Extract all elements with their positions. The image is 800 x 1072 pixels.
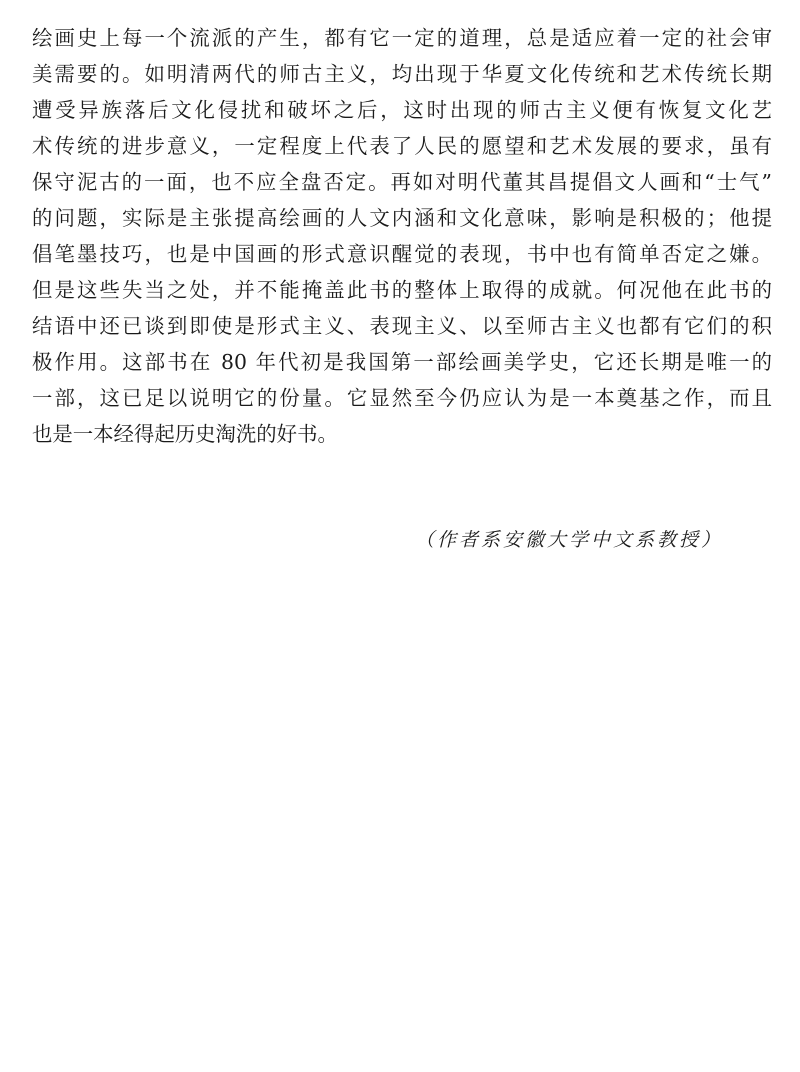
paragraph-line: 保守泥古的一面，也不应全盘否定。再如对明代董其昌提倡文人画和“士气” xyxy=(32,170,772,194)
paragraph-line: 倡笔墨技巧，也是中国画的形式意识醒觉的表现，书中也有简单否定之嫌。 xyxy=(32,242,772,266)
author-attribution: （作者系安徽大学中文系教授） xyxy=(415,529,724,551)
paragraph-line: 极作用。这部书在 80 年代初是我国第一部绘画美学史，它还长期是唯一的 xyxy=(32,350,772,374)
paragraph-line: 但是这些失当之处，并不能掩盖此书的整体上取得的成就。何况他在此书的 xyxy=(32,278,772,302)
paragraph-line: 也是一本经得起历史淘洗的好书。 xyxy=(32,422,338,446)
paragraph-line: 的问题，实际是主张提高绘画的人文内涵和文化意味，影响是积极的；他提 xyxy=(32,206,772,230)
body-paragraph xyxy=(32,20,772,452)
paragraph-line: 美需要的。如明清两代的师古主义，均出现于华夏文化传统和艺术传统长期 xyxy=(32,62,772,86)
paragraph-line: 遭受异族落后文化侵扰和破坏之后，这时出现的师古主义便有恢复文化艺 xyxy=(32,98,772,122)
paragraph-line: 结语中还已谈到即使是形式主义、表现主义、以至师古主义也都有它们的积 xyxy=(32,314,772,338)
paragraph-line: 术传统的进步意义，一定程度上代表了人民的愿望和艺术发展的要求，虽有 xyxy=(32,134,772,158)
paragraph-line: 一部，这已足以说明它的份量。它显然至今仍应认为是一本奠基之作，而且 xyxy=(32,386,772,410)
paragraph-line: 绘画史上每一个流派的产生，都有它一定的道理，总是适应着一定的社会审 xyxy=(32,26,772,50)
